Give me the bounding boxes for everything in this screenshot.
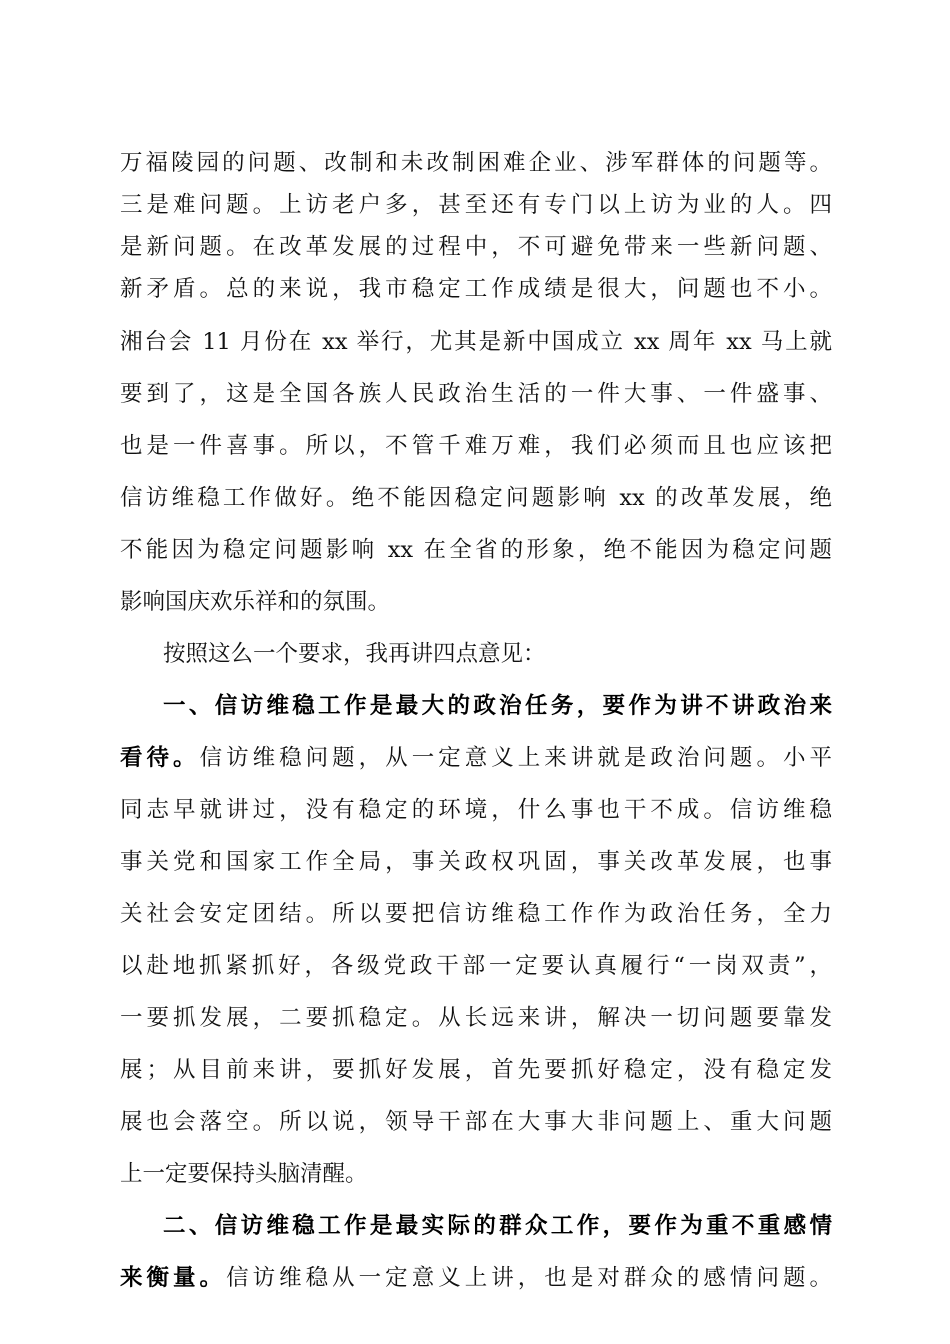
text-line-14 [120,790,832,830]
line-text: 影响国庆欢乐祥和的氛围。 [120,589,391,615]
line-text: 一要抓发展，二要抓稳定。从长远来讲，解决一切问题要靠发 [120,1005,832,1031]
text-line-19 [120,1050,832,1090]
text-line-4 [120,269,832,309]
line-text: 万福陵园的问题、改制和未改制困难企业、涉军群体的问题等。 [120,150,832,176]
text-line-15 [120,842,832,882]
text-line-23 [120,1258,832,1298]
text-line-16 [120,894,832,934]
line-text: 信访维稳工作做好。绝不能因稳定问题影响 xx 的改革发展，绝 [120,485,832,511]
text-line-2 [120,185,832,225]
line-text: 展也会落空。所以说，领导干部在大事大非问题上、重大问题 [120,1109,832,1135]
heading-text: 一、信访维稳工作是最大的政治任务，要作为讲不讲政治来 [163,693,832,719]
heading-text: 二、信访维稳工作是最实际的群众工作，要作为重不重感情 [163,1213,832,1239]
text-line-13 [120,738,832,778]
line-text: 要到了，这是全国各族人民政治生活的一件大事、一件盛事、 [120,381,832,407]
section-heading-2 [163,1206,832,1246]
line-text: 信访维稳从一定意义上讲，也是对群众的感情问题。 [226,1265,832,1291]
line-text: 三是难问题。上访老户多，甚至还有专门以上访为业的人。四 [120,192,832,218]
line-text: 按照这么一个要求，我再讲四点意见： [163,641,546,667]
line-text: 上一定要保持头脑清醒。 [120,1161,368,1187]
text-line-6 [120,374,832,414]
line-text: 以赴地抓紧抓好，各级党政干部一定要认真履行“一岗双责”， [120,953,832,979]
line-text: 展；从目前来讲，要抓好发展，首先要抓好稳定，没有稳定发 [120,1057,832,1083]
text-line-17 [120,946,832,986]
section-heading-1 [163,686,832,726]
line-text: 也是一件喜事。所以，不管千难万难，我们必须而且也应该把 [120,433,832,459]
line-text: 同志早就讲过，没有稳定的环境，什么事也干不成。信访维稳 [120,797,832,823]
heading-text-end: 看待。 [120,745,200,771]
line-text: 关社会安定团结。所以要把信访维稳工作作为政治任务，全力 [120,901,832,927]
heading-text-end: 来衡量。 [120,1265,227,1291]
text-line-9 [120,530,832,570]
line-text: 湘台会 11 月份在 xx 举行，尤其是新中国成立 xx 周年 xx 马上就 [120,329,832,355]
line-text: 事关党和国家工作全局，事关政权巩固，事关改革发展，也事 [120,849,832,875]
text-line-11 [163,634,832,674]
line-text: 新矛盾。总的来说，我市稳定工作成绩是很大，问题也不小。 [120,276,832,302]
text-line-8 [120,478,832,518]
text-line-3 [120,227,832,267]
text-line-1 [120,143,832,183]
text-line-18 [120,998,832,1038]
text-line-10 [120,582,832,622]
text-line-20 [120,1102,832,1142]
text-line-5 [120,322,832,362]
line-text: 不能因为稳定问题影响 xx 在全省的形象，绝不能因为稳定问题 [120,537,832,563]
line-text: 是新问题。在改革发展的过程中，不可避免带来一些新问题、 [120,234,832,260]
line-text: 信访维稳问题，从一定意义上来讲就是政治问题。小平 [199,745,832,771]
text-line-21 [120,1154,832,1194]
text-line-7 [120,426,832,466]
